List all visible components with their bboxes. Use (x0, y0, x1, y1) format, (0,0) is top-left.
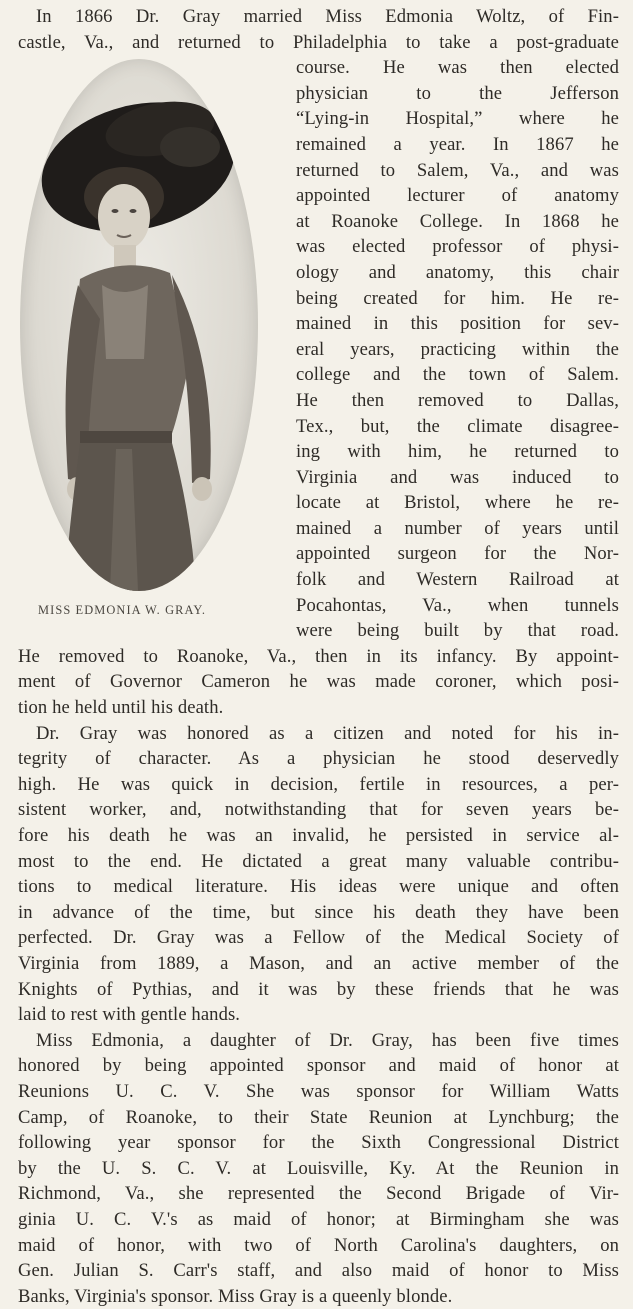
text-line: mained a number of years until (296, 517, 619, 539)
photo-wrap-section (18, 55, 619, 644)
text-line: laid to rest with gentle hands. (18, 1004, 241, 1026)
text-line: honored by being appointed sponsor and maid of honor at (18, 1055, 619, 1077)
text-line: appointed surgeon for the Nor- (296, 543, 619, 565)
photo-caption: MISS EDMONIA W. GRAY. (38, 603, 207, 618)
text-line: folk and Western Railroad at (296, 569, 619, 591)
portrait-figure (18, 55, 296, 631)
text-line: Tex., but, the climate disagree- (296, 415, 619, 437)
text-line: Reunions U. C. V. She was sponsor for William Watts (18, 1080, 619, 1102)
text-line: was elected professor of physi- (296, 236, 619, 258)
text-line: following year sponsor for the Sixth Congressional District (18, 1132, 619, 1154)
text-line: Virginia and was induced to (296, 466, 619, 488)
text-line: He removed to Roanoke, Va., then in its infancy. By appoint- (18, 645, 619, 667)
text-line: appointed lecturer of anatomy (296, 185, 619, 207)
text-line: remained a year. In 1867 he (296, 133, 619, 155)
text-line: Miss Edmonia, a daughter of Dr. Gray, has been five times (36, 1029, 619, 1051)
text-line: ment of Governor Cameron he was made coroner, which posi- (18, 671, 619, 693)
text-line: Knights of Pythias, and it was by these friends that he was (18, 978, 619, 1000)
text-line: at Roanoke College. In 1868 he (296, 210, 619, 232)
text-line: sistent worker, and, notwithstanding that for seven years be- (18, 799, 619, 821)
text-line: physician to the Jefferson (296, 82, 619, 104)
text-line: locate at Bristol, where he re- (296, 492, 619, 514)
text-line: castle, Va., and returned to Philadelphia to take a post-graduate (18, 31, 619, 53)
text-line: tion he held until his death. (18, 697, 224, 719)
text-line: being created for him. He re- (296, 287, 619, 309)
text-line: He then removed to Dallas, (296, 389, 619, 411)
text-line: perfected. Dr. Gray was a Fellow of the Medical Society of (18, 927, 619, 949)
text-line: high. He was quick in decision, fertile in resources, a per- (18, 773, 619, 795)
portrait-illustration (20, 59, 258, 591)
text-line: tegrity of character. As a physician he stood deservedly (18, 748, 619, 770)
text-line: in advance of the time, but since his death they have been (18, 901, 619, 923)
portrait-photo (20, 59, 258, 591)
text-line: ginia U. C. V.'s as maid of honor; at Birmingham she was (18, 1208, 619, 1230)
text-line: Gen. Julian S. Carr's staff, and also maid of honor to Miss (18, 1260, 619, 1282)
text-line: returned to Salem, Va., and was (296, 159, 619, 181)
text-line: ing with him, he returned to (296, 441, 619, 463)
text-line: were being built by that road. (296, 620, 619, 642)
text-line: eral years, practicing within the (296, 338, 619, 360)
text-line: Dr. Gray was honored as a citizen and noted for his in- (36, 722, 619, 744)
text-line: In 1866 Dr. Gray married Miss Edmonia Woltz, of Fin- (36, 6, 619, 27)
text-line: Banks, Virginia's sponsor. Miss Gray is a queenly blonde. (18, 1285, 453, 1307)
text-line: Pocahontas, Va., when tunnels (296, 594, 619, 616)
text-line: college and the town of Salem. (296, 364, 619, 386)
text-line: maid of honor, with two of North Carolina's daughters, on (18, 1234, 619, 1256)
wrapped-text-column (296, 55, 619, 644)
text-line: Camp, of Roanoke, to their State Reunion at Lynchburg; the (18, 1106, 619, 1128)
text-line: tions to medical literature. His ideas were unique and often (18, 876, 619, 898)
text-line: by the U. S. C. V. at Louisville, Ky. At the Reunion in (18, 1157, 619, 1179)
text-line: Virginia from 1889, a Mason, and an active member of the (18, 952, 619, 974)
text-line: “Lying-in Hospital,” where he (296, 108, 619, 130)
text-line: mained in this position for sev- (296, 313, 619, 335)
paragraph-1-top (18, 4, 619, 55)
text-line: ology and anatomy, this chair (296, 261, 619, 283)
paragraph-3 (18, 1028, 619, 1309)
paragraph-2 (18, 721, 619, 1028)
text-line: fore his death he was an invalid, he persisted in service al- (18, 825, 619, 846)
text-line: course. He was then elected (296, 57, 619, 79)
paragraph-1-bottom (18, 644, 619, 721)
text-line: most to the end. He dictated a great many valuable contribu- (18, 850, 619, 872)
text-line: Richmond, Va., she represented the Second Brigade of Vir- (18, 1183, 619, 1205)
